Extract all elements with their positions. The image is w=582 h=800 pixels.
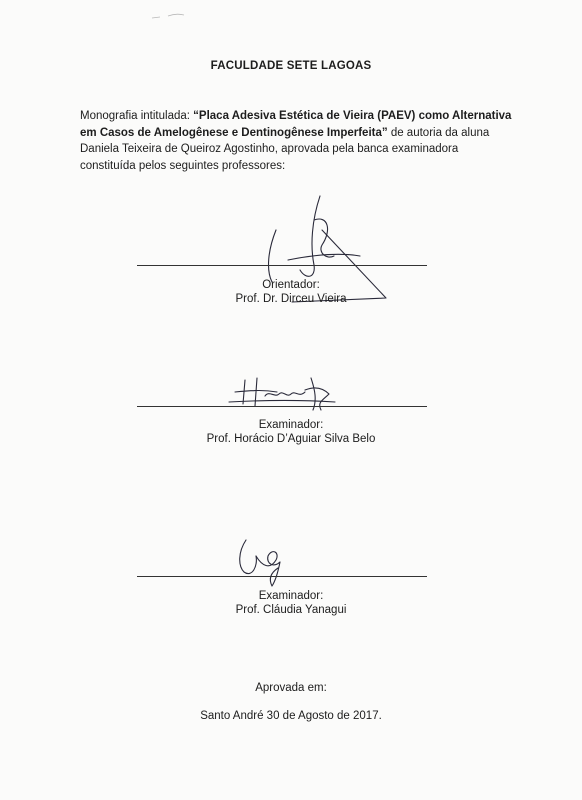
examiner-2-signature <box>232 530 302 590</box>
signature-line-examiner-1 <box>137 406 427 407</box>
signatory-role-advisor: Orientador: <box>262 279 320 291</box>
approved-label: Aprovada em: <box>255 682 327 694</box>
place-date: Santo André 30 de Agosto de 2017. <box>200 710 382 722</box>
signatory-name-advisor: Prof. Dr. Dirceu Vieira <box>235 293 347 305</box>
signatory-role-examiner-2: Examinador: <box>258 590 324 602</box>
institution-title: FACULDADE SETE LAGOAS <box>210 60 372 72</box>
thesis-title: “Placa Adesiva Estética de Vieira (PAEV) como Alternativa em Casos de Amelogênese e Dentinogênese Imperfeita” <box>80 110 512 139</box>
signature-line-examiner-2 <box>137 576 427 577</box>
examiner-1-signature <box>225 370 345 415</box>
signature-line-advisor <box>137 265 427 266</box>
paragraph-rest: de autoria da aluna Daniela Teixeira de Queiroz Agostinho, aprovada pela banca examinadora constituída pelos seguintes professores: <box>80 126 490 172</box>
paragraph-intro: Monografia intitulada: <box>80 110 194 122</box>
scan-artifact-mark <box>150 10 190 22</box>
advisor-signature <box>248 190 398 310</box>
signatory-name-examiner-1: Prof. Horácio D’Aguiar Silva Belo <box>206 433 376 445</box>
signatory-role-examiner-1: Examinador: <box>258 419 324 431</box>
signatory-name-examiner-2: Prof. Cláudia Yanagui <box>235 604 347 616</box>
approval-paragraph <box>80 108 512 174</box>
